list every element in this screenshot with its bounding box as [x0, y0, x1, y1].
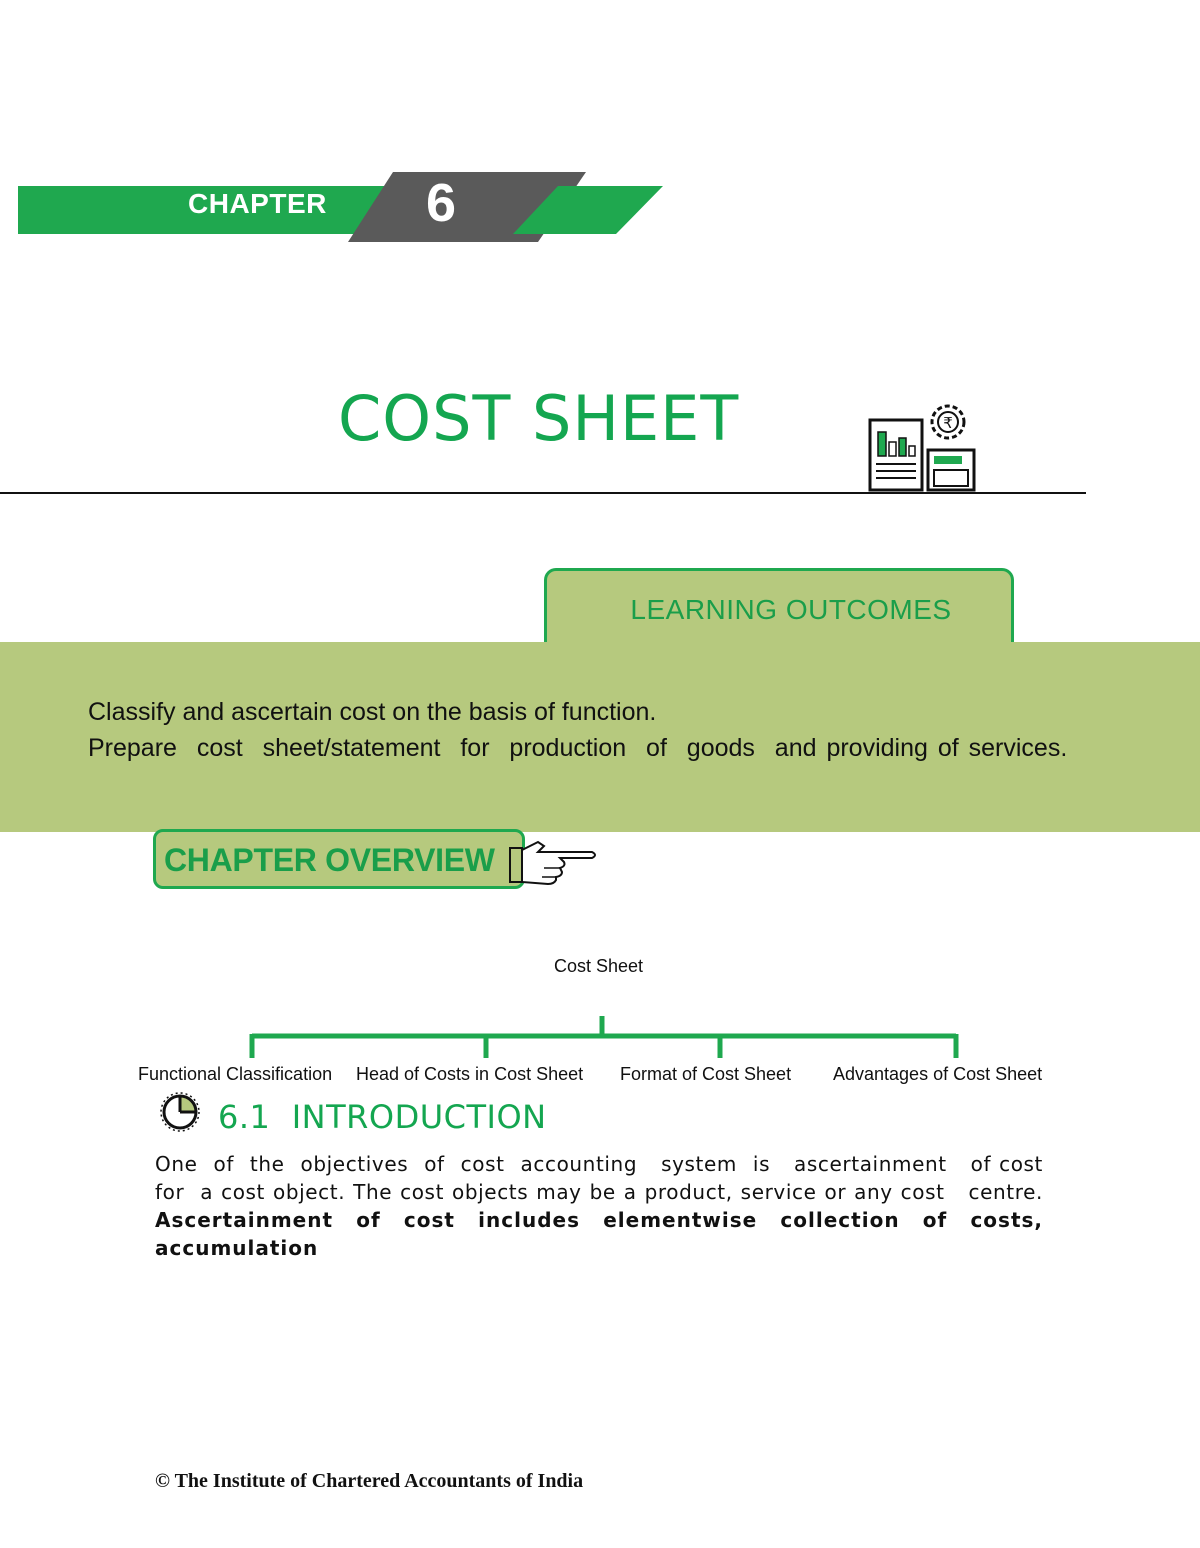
learning-outcome-item: Prepare cost sheet/statement for production of goods and providing of services.: [88, 734, 1068, 762]
svg-text:₹: ₹: [943, 414, 953, 432]
chapter-number: 6: [426, 173, 457, 233]
section-heading: 6.1 INTRODUCTION: [218, 1098, 547, 1136]
pointing-hand-icon: [508, 836, 600, 888]
tree-root-node: Cost Sheet: [554, 956, 644, 976]
learning-outcome-item: Classify and ascertain cost on the basis of function.: [88, 698, 657, 726]
tree-leaf-node: Format of Cost Sheet: [620, 1064, 792, 1084]
chapter-overview-label: CHAPTER OVERVIEW: [164, 842, 495, 878]
introduction-paragraph: [155, 1150, 1057, 1262]
chapter-label: CHAPTER: [188, 188, 327, 219]
copyright-footer: © The Institute of Chartered Accountants of India: [155, 1470, 584, 1492]
learning-outcomes-heading: LEARNING OUTCOMES: [630, 594, 952, 625]
tree-leaf-node: Advantages of Cost Sheet: [833, 1064, 1043, 1084]
cost-sheet-document-icon: [866, 398, 978, 494]
clock-pie-icon: [154, 1090, 206, 1134]
chapter-banner: [18, 172, 668, 244]
tree-leaf-node: Head of Costs in Cost Sheet: [356, 1064, 584, 1084]
tree-connector-lines: [240, 1012, 970, 1064]
page-title: COST SHEET: [338, 382, 740, 455]
intro-bold-text: Ascertainment of cost includes elementwise collection of costs, accumulation: [155, 1208, 1043, 1260]
tree-leaf-node: Functional Classification: [138, 1064, 333, 1084]
intro-text: One of the objectives of cost accounting system is ascertainment of cost for a cost object. The cost objects may be a product, service or any cost centre.: [155, 1152, 1057, 1204]
